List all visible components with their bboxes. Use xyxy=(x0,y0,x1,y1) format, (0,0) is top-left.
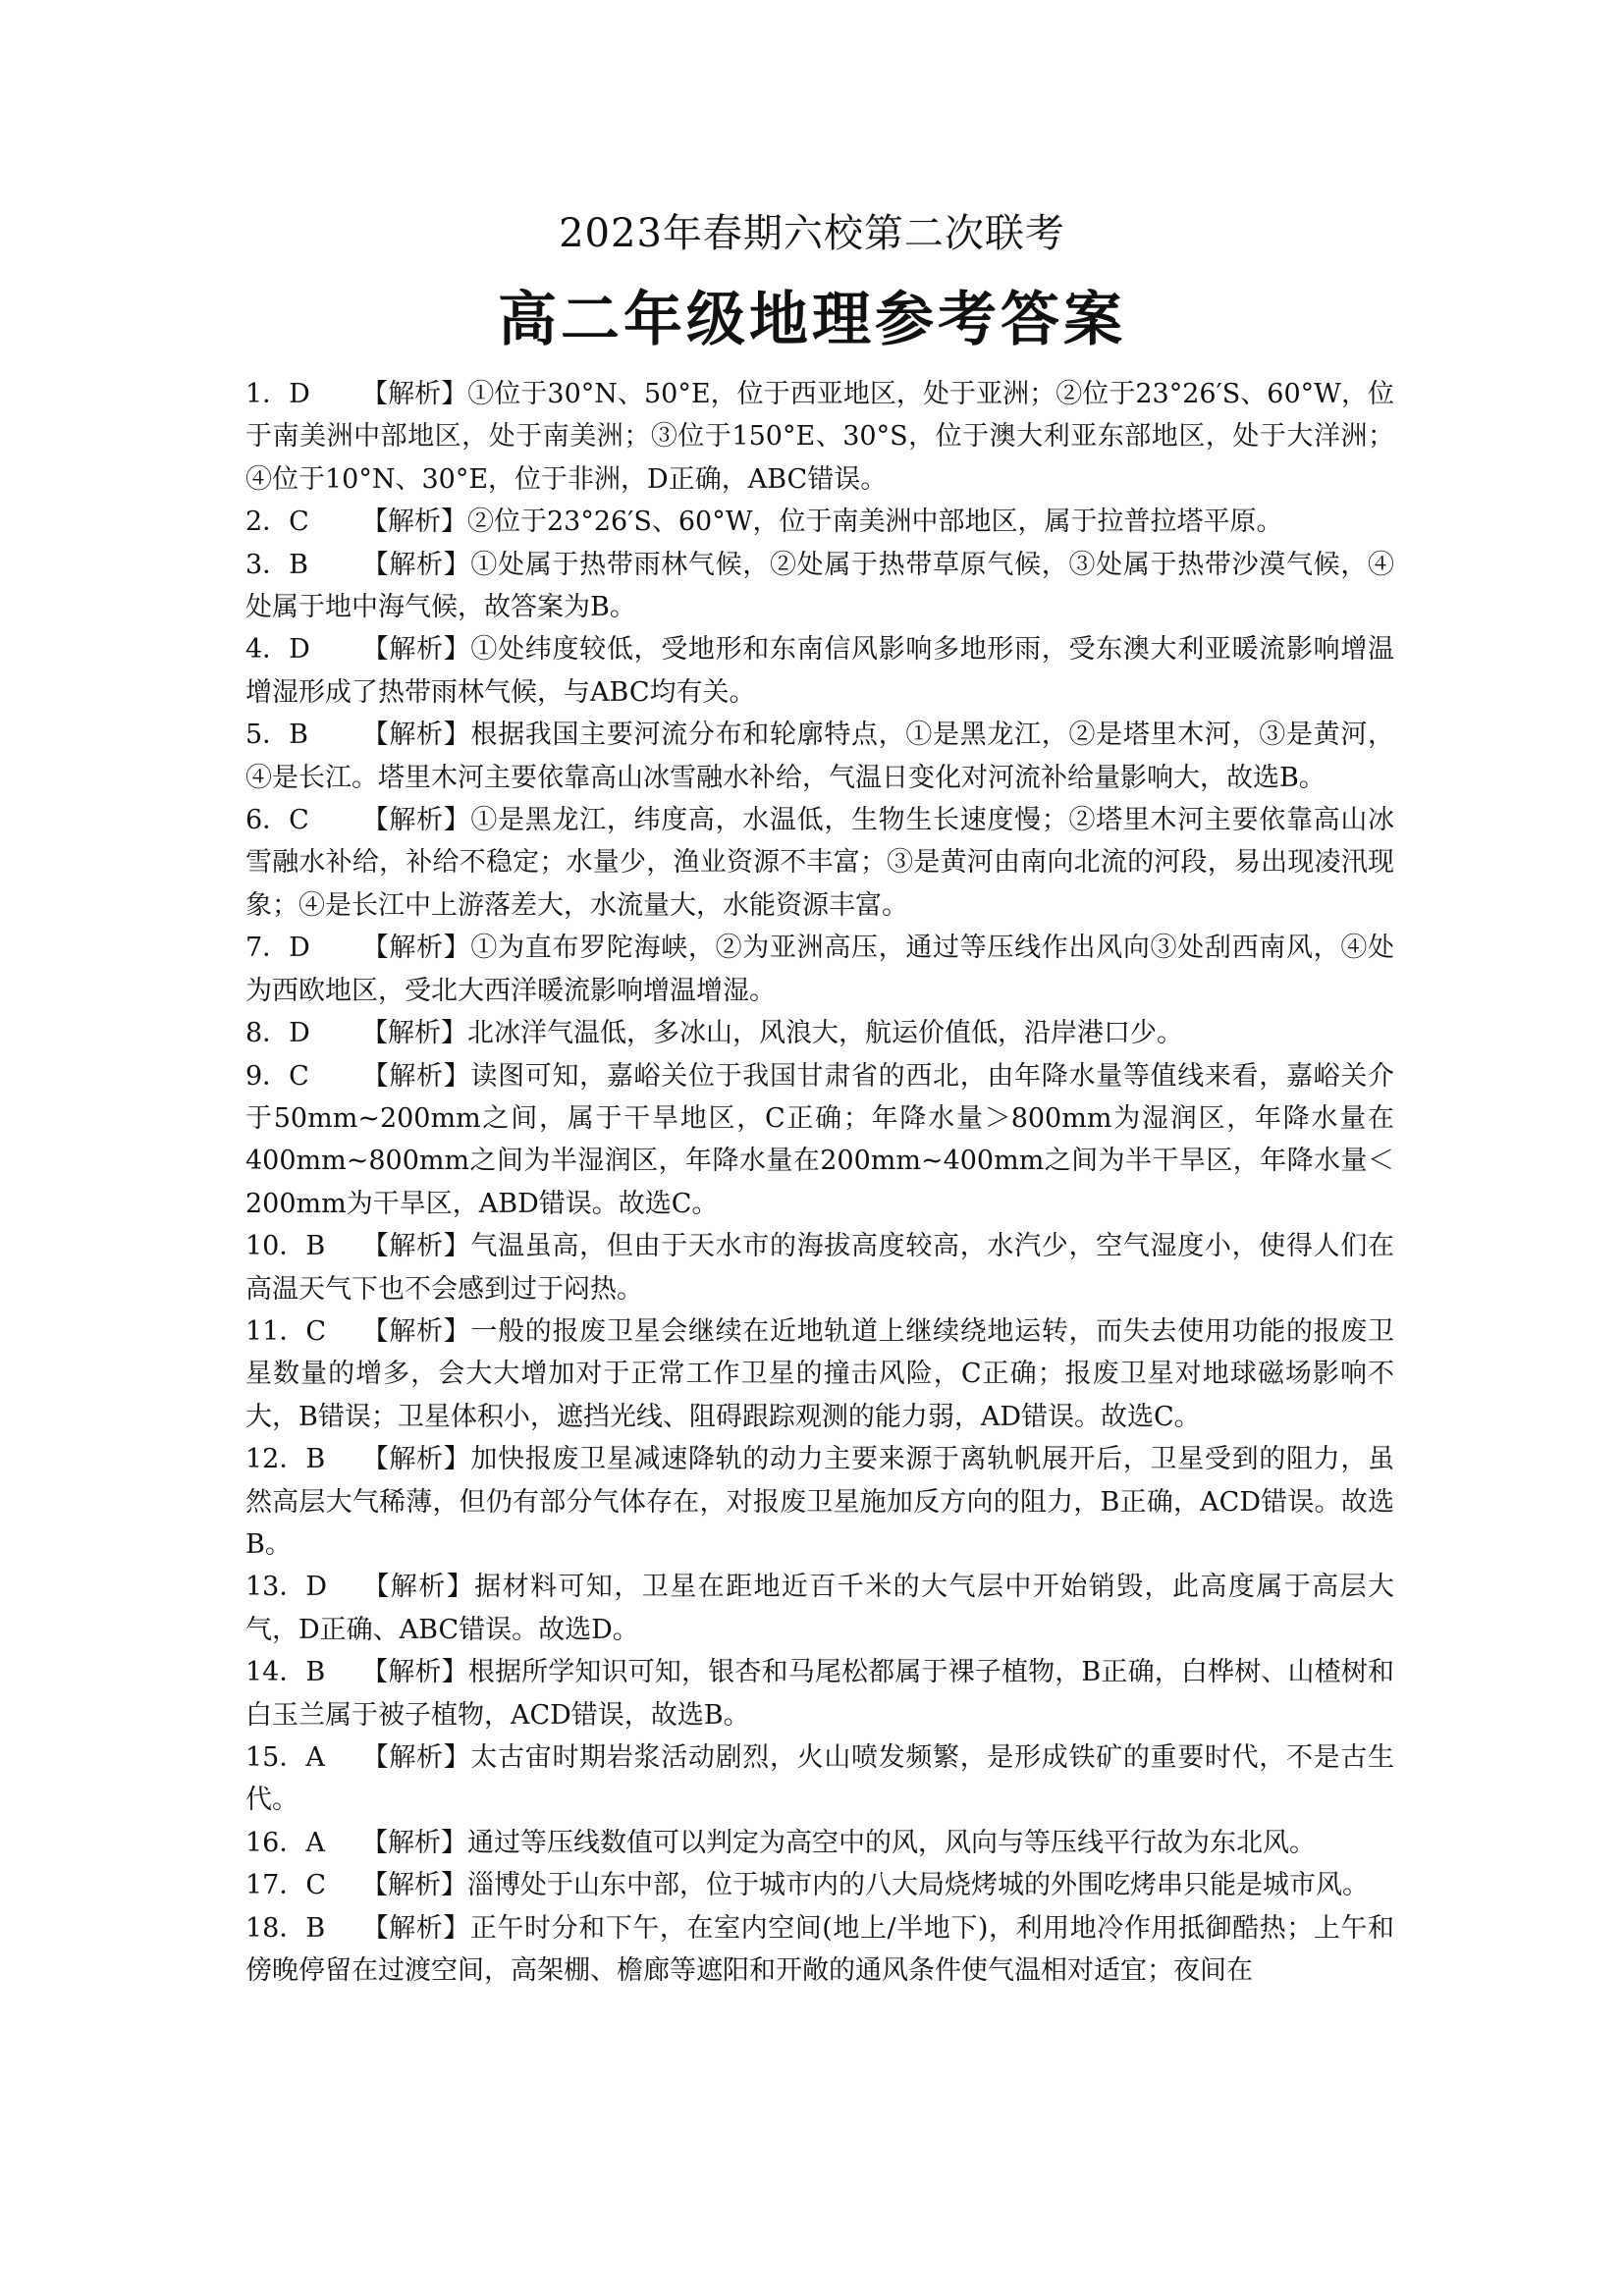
analysis-text: 通过等压线数值可以判定为高空中的风，风向与等压线平行故为东北风。 xyxy=(467,1827,1316,1858)
answer-item-12 xyxy=(245,1438,1394,1566)
analysis-tag: 【解析】 xyxy=(361,1912,470,1944)
answer-number: 11．C xyxy=(245,1315,327,1347)
answer-number: 17．C xyxy=(245,1870,327,1901)
answer-number: 7．D xyxy=(245,933,310,964)
answer-number: 1．D xyxy=(245,379,310,409)
answer-number: 18．B xyxy=(245,1912,326,1944)
answer-item-16 xyxy=(245,1822,1394,1864)
analysis-tag: 【解析】 xyxy=(361,1231,471,1262)
answer-number: 2．C xyxy=(245,507,309,538)
answer-item-7 xyxy=(245,927,1394,1012)
page-title: 高二年级地理参考答案 xyxy=(498,286,1126,354)
exam-subtitle: 2023年春期六校第二次联考 xyxy=(559,211,1065,256)
analysis-tag: 【解析】 xyxy=(361,1870,467,1901)
analysis-tag: 【解析】 xyxy=(361,1827,467,1858)
answer-item-5 xyxy=(245,714,1394,799)
analysis-tag: 【解析】 xyxy=(361,1018,467,1049)
answer-item-6 xyxy=(245,799,1394,927)
analysis-text: ①为直布罗陀海峡，②为亚洲高压，通过等压线作出风向③处刮西南风，④处为西欧地区，受北大西洋暖流影响增温增湿。 xyxy=(245,933,1394,1006)
analysis-text: 太古宙时期岩浆活动剧烈，火山喷发频繁，是形成铁矿的重要时代，不是古生代。 xyxy=(245,1742,1394,1816)
analysis-tag: 【解析】 xyxy=(361,1572,475,1603)
analysis-tag: 【解析】 xyxy=(361,1444,471,1475)
answer-item-15 xyxy=(245,1736,1394,1822)
answer-item-11 xyxy=(245,1310,1394,1438)
answer-number: 5．B xyxy=(245,720,309,751)
answer-number: 9．C xyxy=(245,1060,309,1092)
analysis-text: 北冰洋气温低，多冰山，风浪大，航运价值低，沿岸港口少。 xyxy=(467,1018,1183,1049)
analysis-text: 读图可知，嘉峪关位于我国甘肃省的西北，由年降水量等值线来看，嘉峪关介于50mm~200mm之间，属于干旱地区，C正确；年降水量＞800mm为湿润区，年降水量在400mm~800mm之间为半湿润区，年降水量在200mm~400mm之间为半干旱区，年降水量＜200mm为干旱区，ABD错误。故选C。 xyxy=(245,1060,1394,1219)
analysis-text: ①是黑龙江，纬度高，水温低，生物生长速度慢；②塔里木河主要依靠高山冰雪融水补给，补给不稳定；水量少，渔业资源不丰富；③是黄河由南向北流的河段，易出现凌汛现象；④是长江中上游落差大，水流量大，水能资源丰富。 xyxy=(245,805,1394,921)
answer-item-10 xyxy=(245,1225,1394,1310)
answer-item-8 xyxy=(245,1012,1394,1054)
analysis-tag: 【解析】 xyxy=(361,933,471,964)
answer-item-13 xyxy=(245,1566,1394,1651)
analysis-text: ①处纬度较低，受地形和东南信风影响多地形雨，受东澳大利亚暖流影响增温增湿形成了热带雨林气候，与ABC均有关。 xyxy=(245,634,1394,708)
analysis-tag: 【解析】 xyxy=(361,1315,471,1347)
analysis-tag: 【解析】 xyxy=(361,1060,471,1092)
analysis-text: 气温虽高，但由于天水市的海拔高度较高，水汽少，空气湿度小，使得人们在高温天气下也不会感到过于闷热。 xyxy=(245,1231,1394,1305)
answer-number: 14．B xyxy=(245,1657,326,1688)
answer-number: 16．A xyxy=(245,1827,325,1858)
answer-item-14 xyxy=(245,1651,1394,1736)
answer-number: 12．B xyxy=(245,1444,326,1475)
analysis-text: 淄博处于山东中部，位于城市内的八大局烧烤城的外围吃烤串只能是城市风。 xyxy=(467,1870,1369,1901)
answer-number: 6．C xyxy=(245,805,309,836)
analysis-text: ②位于23°26′S、60°W，位于南美洲中部地区，属于拉普拉塔平原。 xyxy=(467,507,1283,538)
analysis-tag: 【解析】 xyxy=(361,1742,471,1773)
analysis-tag: 【解析】 xyxy=(361,1657,468,1688)
analysis-text: 根据所学知识可知，银杏和马尾松都属于裸子植物，B正确，白桦树、山楂树和白玉兰属于被子植物，ACD错误，故选B。 xyxy=(245,1657,1395,1731)
analysis-text: 正午时分和下午，在室内空间(地上/半地下)，利用地冷作用抵御酷热；上午和傍晚停留在过渡空间，高架棚、檐廊等遮阳和开敞的通风条件使气温相对适宜；夜间在 xyxy=(245,1912,1394,1987)
analysis-tag: 【解析】 xyxy=(361,805,471,836)
answer-item-3 xyxy=(245,544,1394,629)
answer-number: 8．D xyxy=(245,1018,310,1049)
analysis-tag: 【解析】 xyxy=(361,634,471,666)
analysis-text: 根据我国主要河流分布和轮廓特点，①是黑龙江，②是塔里木河，③是黄河，④是长江。塔里木河主要依靠高山冰雪融水补给，气温日变化对河流补给量影响大，故选B。 xyxy=(245,720,1394,793)
answer-number: 10．B xyxy=(245,1231,326,1262)
answer-item-4 xyxy=(245,628,1394,714)
answer-item-18 xyxy=(245,1907,1394,1993)
analysis-text: ①位于30°N、50°E，位于西亚地区，处于亚洲；②位于23°26′S、60°W，位于南美洲中部地区，处于南美洲；③位于150°E、30°S，位于澳大利亚东部地区，处于大洋洲；④位于10°N、30°E，位于非洲，D正确，ABC错误。 xyxy=(245,379,1395,495)
answer-item-17 xyxy=(245,1864,1394,1906)
answer-number: 13．D xyxy=(245,1572,328,1603)
analysis-text: ①处属于热带雨林气候，②处属于热带草原气候，③处属于热带沙漠气候，④处属于地中海气候，故答案为B。 xyxy=(245,549,1394,623)
answer-number: 3．B xyxy=(245,549,309,580)
analysis-text: 据材料可知，卫星在距地近百千米的大气层中开始销毁，此高度属于高层大气，D正确、ABC错误。故选D。 xyxy=(245,1572,1395,1645)
analysis-text: 加快报废卫星减速降轨的动力主要来源于离轨帆展开后，卫星受到的阻力，虽然高层大气稀薄，但仍有部分气体存在，对报废卫星施加反方向的阻力，B正确，ACD错误。故选B。 xyxy=(245,1444,1394,1560)
answer-item-1 xyxy=(245,373,1394,501)
answer-item-9 xyxy=(245,1055,1394,1226)
analysis-tag: 【解析】 xyxy=(361,379,468,409)
answer-number: 4．D xyxy=(245,634,310,666)
analysis-tag: 【解析】 xyxy=(361,549,471,580)
answer-item-2 xyxy=(245,501,1394,543)
answer-list xyxy=(245,373,1394,1992)
analysis-text: 一般的报废卫星会继续在近地轨道上继续绕地运转，而失去使用功能的报废卫星数量的增多，会大大增加对于正常工作卫星的撞击风险，C正确；报废卫星对地球磁场影响不大，B错误；卫星体积小，遮挡光线、阻碍跟踪观测的能力弱，AD错误。故选C。 xyxy=(245,1315,1394,1432)
analysis-tag: 【解析】 xyxy=(361,507,467,538)
answer-number: 15．A xyxy=(245,1742,325,1773)
analysis-tag: 【解析】 xyxy=(361,720,471,751)
